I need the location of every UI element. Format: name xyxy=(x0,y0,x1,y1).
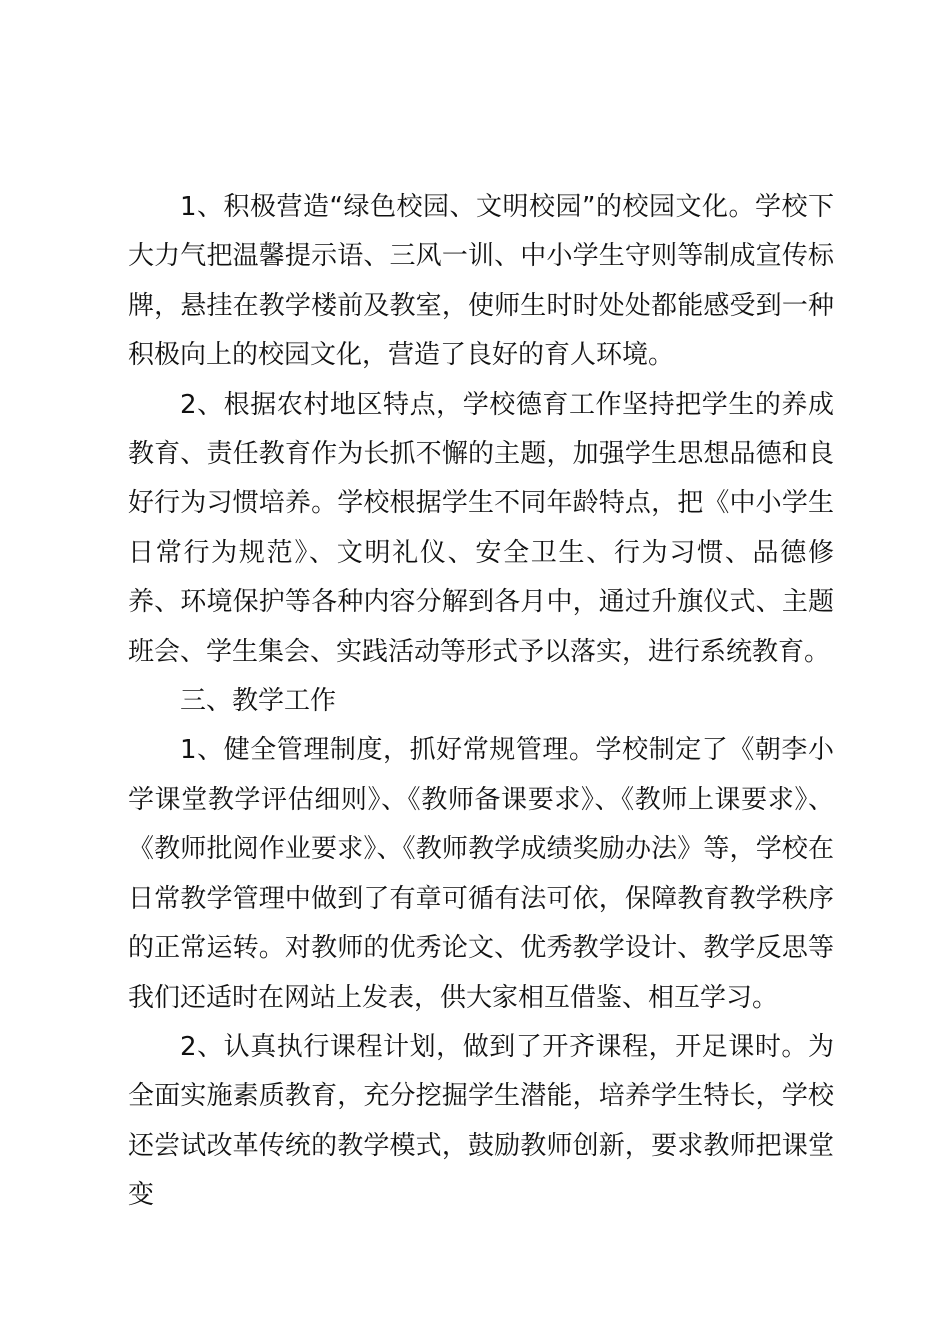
section-heading-teaching-work: 三、教学工作 xyxy=(180,686,337,717)
document-page xyxy=(128,183,834,1221)
paragraph-campus-culture: 1、积极营造“绿色校园、文明校园”的校园文化。学校下大力气把温馨提示语、三风一训、中小学生守则等制成宣传标牌，悬挂在教学楼前及教室，使师生时时处处都能感受到一种积极向上的校园文化，营造了良好的育人环境。 xyxy=(128,192,834,371)
paragraph-management-system: 1、健全管理制度，抓好常规管理。学校制定了《朝李小学课堂教学评估细则》、《教师备课要求》、《教师上课要求》、《教师批阅作业要求》、《教师教学成绩奖励办法》等，学校在日常教学管理中做到了有章可循有法可依，保障教育教学秩序的正常运转。对教师的优秀论文、优秀教学设计、教学反思等我们还适时在网站上发表，供大家相互借鉴、相互学习。 xyxy=(128,735,834,1013)
paragraph-curriculum-plan: 2、认真执行课程计划，做到了开齐课程，开足课时。为全面实施素质教育，充分挖掘学生潜能，培养学生特长，学校还尝试改革传统的教学模式，鼓励教师创新，要求教师把课堂变 xyxy=(128,1031,834,1211)
paragraph-moral-education: 2、根据农村地区特点，学校德育工作坚持把学生的养成教育、责任教育作为长抓不懈的主题，加强学生思想品德和良好行为习惯培养。学校根据学生不同年龄特点，把《中小学生日常行为规范》、文明礼仪、安全卫生、行为习惯、品德修养、环境保护等各种内容分解到各月中，通过升旗仪式、主题班会、学生集会、实践活动等形式予以落实，进行系统教育。 xyxy=(128,389,834,667)
